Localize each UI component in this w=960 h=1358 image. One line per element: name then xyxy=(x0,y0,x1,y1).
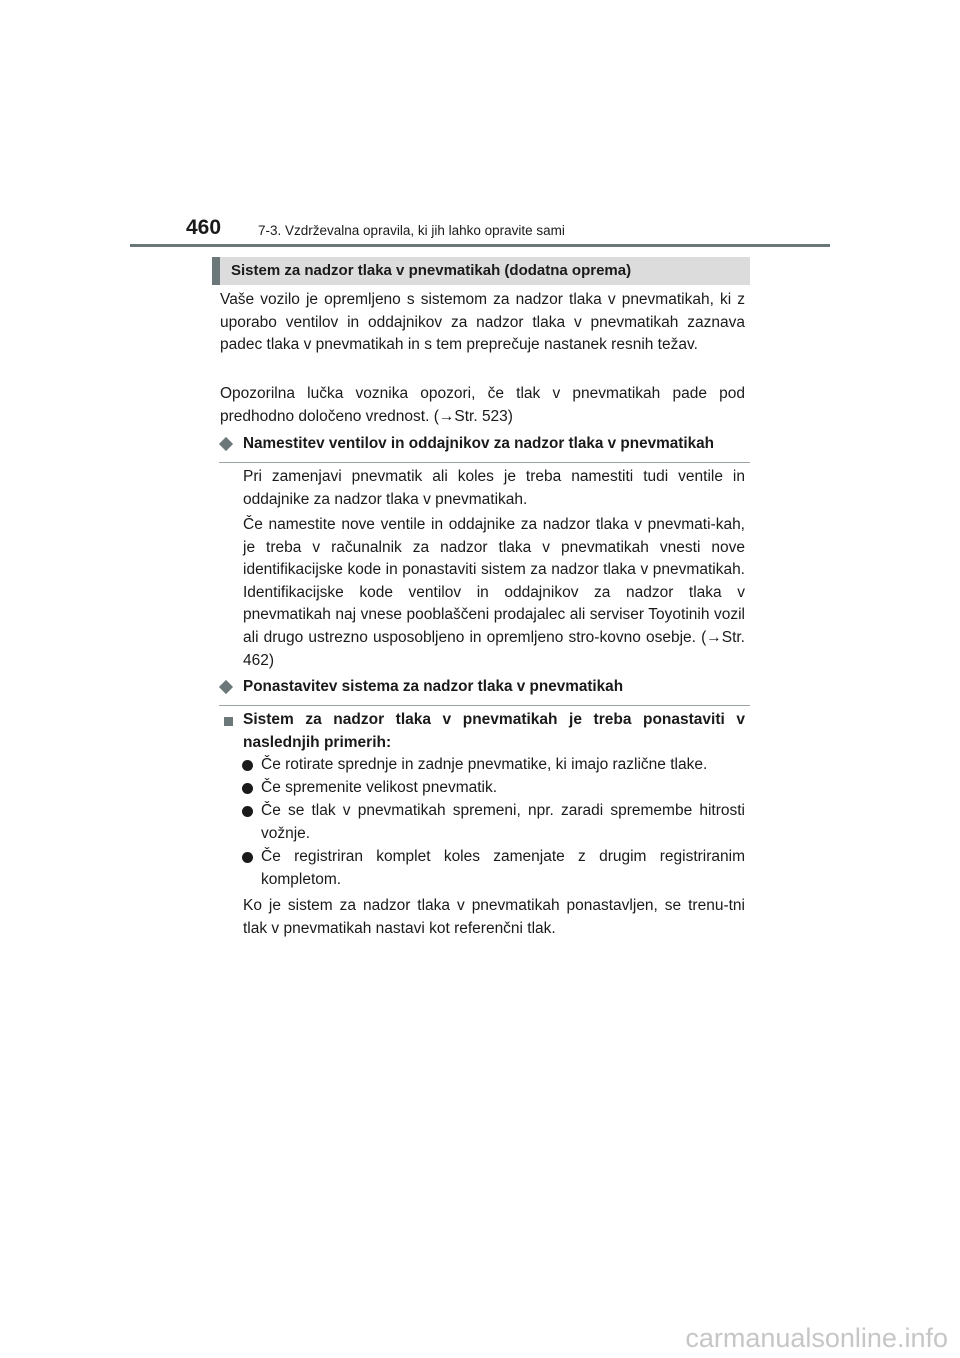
subheading-system-reset xyxy=(219,678,750,706)
intro-paragraph-2: Opozorilna lučka voznika opozori, če tlak v pnevmatikah pade pod predhodno določeno vrednost. (→Str. 523) xyxy=(220,385,745,425)
chapter-title: 7-3. Vzdrževalna opravila, ki jih lahko opravite sami xyxy=(258,223,565,238)
diamond-icon xyxy=(219,680,233,694)
bullet-item: Če rotirate sprednje in zadnje pnevmatike, ki imajo različne tlake. xyxy=(261,756,708,773)
bullet-item: Če registriran komplet koles zamenjate z drugim registriranim kompletom. xyxy=(261,848,745,888)
bullet-dot-icon xyxy=(242,806,253,817)
bullet-dot-icon xyxy=(242,852,253,863)
intro-paragraph-1: Vaše vozilo je opremljeno s sistemom za nadzor tlaka v pnevmatikah, ki z uporabo ventilov in oddajnikov za nadzor tlaka v pnevmatikah zaznava padec tlaka v pnevmatikah in s tem preprečuje nastanek resnih težav. xyxy=(220,291,745,354)
subheading-sensor-installation xyxy=(219,435,750,463)
sub1-paragraph-2: Če namestite nove ventile in oddajnike za nadzor tlaka v pnevmati-kah, je treba v računalnik za nadzor tlaka v pnevmatikah vnesti nove identifikacijske kode in ponastaviti sistem za nadzor tlaka v pnevmatikah. Identifikacijske kode ventilov in oddajnikov za nadzor tlaka v pnevmatikah naj vnese pooblaščeni prodajalec ali serviser Toyotinih vozil ali drugo ustrezno usposobljeno in opremljeno stro-kovno osebje. (→Str. 462) xyxy=(243,516,745,669)
watermark: carmanualsonline.info xyxy=(685,1323,948,1353)
square-bullet-icon xyxy=(224,717,233,726)
diamond-icon xyxy=(219,437,233,451)
subheading-text: Ponastavitev sistema za nadzor tlaka v pnevmatikah xyxy=(243,678,624,695)
bullet-item: Če se tlak v pnevmatikah spremeni, npr. zaradi spremembe hitrosti vožnje. xyxy=(261,802,745,842)
bullet-item: Če spremenite velikost pnevmatik. xyxy=(261,779,498,796)
reset-conditions-lead: Sistem za nadzor tlaka v pnevmatikah je treba ponastaviti v naslednjih primerih: xyxy=(243,711,745,751)
sub1-paragraph-1: Pri zamenjavi pnevmatik ali koles je treba namestiti tudi ventile in oddajnike za nadzor tlaka v pnevmatikah. xyxy=(243,468,745,508)
section-heading xyxy=(212,257,750,285)
page-number: 460 xyxy=(186,216,222,239)
header-rule xyxy=(130,244,830,247)
subheading-text: Namestitev ventilov in oddajnikov za nadzor tlaka v pnevmatikah xyxy=(243,435,714,452)
reset-closing-paragraph: Ko je sistem za nadzor tlaka v pnevmatikah ponastavljen, se trenu-tni tlak v pnevmatikah nastavi kot referenčni tlak. xyxy=(243,897,745,937)
bullet-dot-icon xyxy=(242,783,253,794)
section-heading-text: Sistem za nadzor tlaka v pnevmatikah (dodatna oprema) xyxy=(231,262,632,279)
bullet-dot-icon xyxy=(242,760,253,771)
